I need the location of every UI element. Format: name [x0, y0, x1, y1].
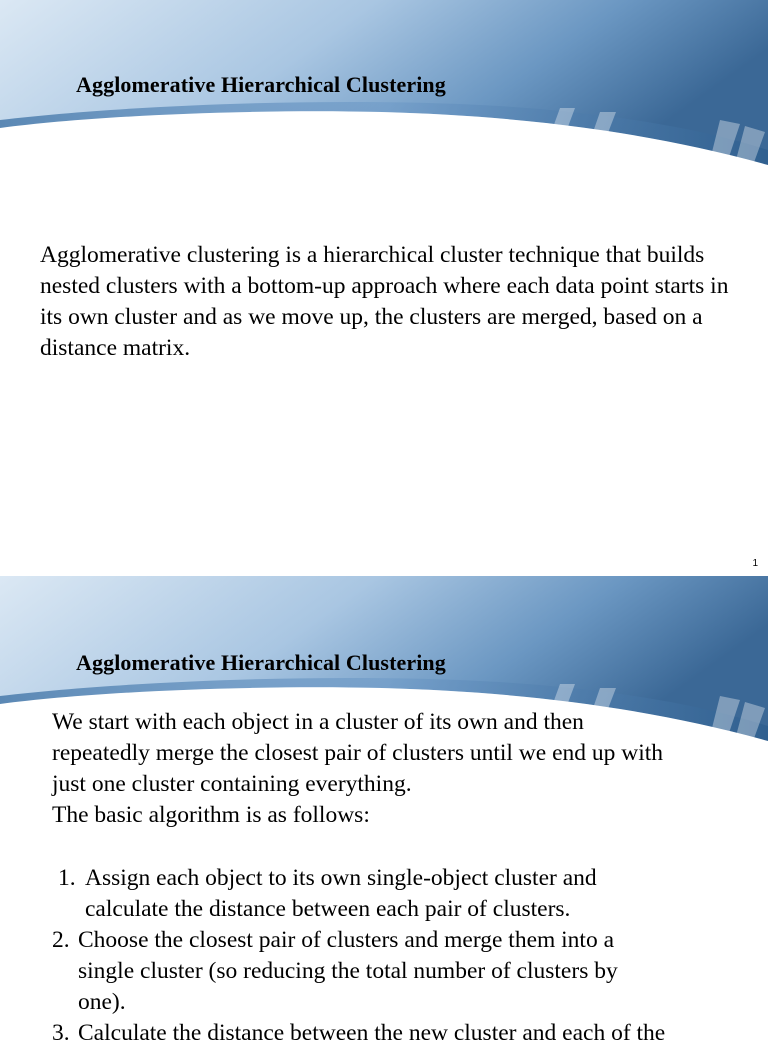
intro-line: just one cluster containing everything.	[52, 771, 412, 797]
step-line: Calculate the distance between the new cluster and each of the	[78, 1020, 666, 1046]
slide-2	[0, 576, 768, 1046]
step-line: Assign each object to its own single-object cluster and	[85, 865, 597, 891]
step-line: Choose the closest pair of clusters and merge them into a	[78, 927, 615, 953]
intro-text	[52, 707, 752, 831]
header-band	[0, 0, 768, 200]
slide-title: Agglomerative Hierarchical Clustering	[76, 72, 446, 97]
step-number: 1.	[58, 865, 76, 891]
step-line: single cluster (so reducing the total number of clusters by	[78, 958, 618, 984]
intro-line: We start with each object in a cluster of its own and then	[52, 709, 584, 735]
step-line: calculate the distance between each pair of clusters.	[85, 896, 571, 922]
slide-title: Agglomerative Hierarchical Clustering	[76, 650, 446, 675]
intro-line: The basic algorithm is as follows:	[52, 802, 370, 828]
slide-paragraph: Agglomerative clustering is a hierarchical cluster technique that builds nested clusters with a bottom-up approach where each data point starts in its own cluster and as we move up, the clusters are merged, based on a distance matrix.	[40, 242, 729, 361]
step-number: 3.	[52, 1020, 70, 1046]
intro-line: repeatedly merge the closest pair of clusters until we end up with	[52, 740, 664, 766]
page-number: 1	[752, 558, 758, 569]
step-line: one).	[78, 989, 126, 1015]
step-number: 2.	[52, 927, 70, 953]
